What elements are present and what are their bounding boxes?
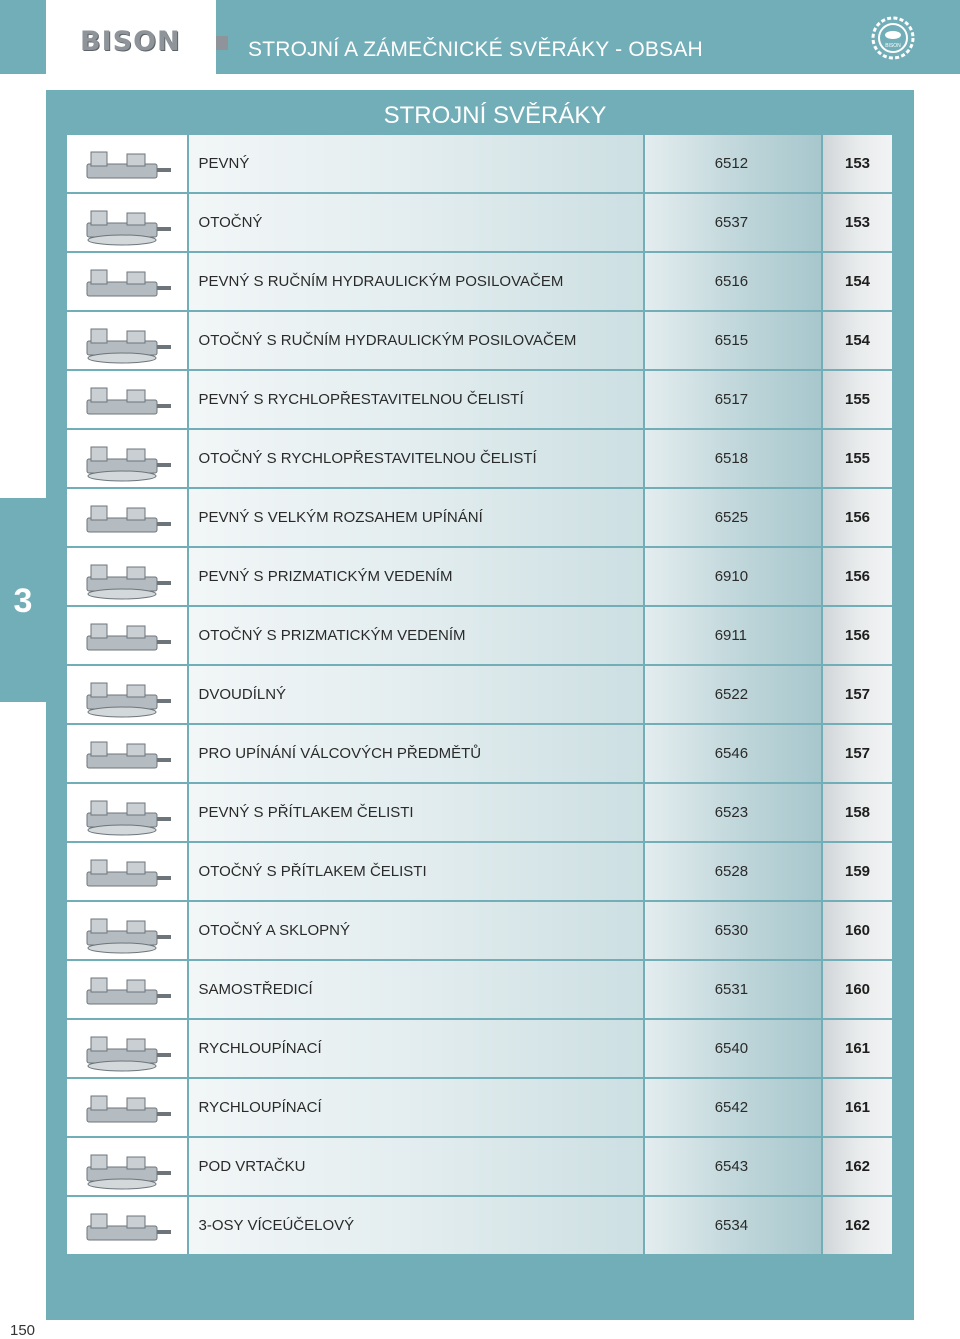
vise-icon	[77, 612, 177, 660]
table-row	[67, 843, 892, 900]
vise-icon	[77, 907, 177, 955]
vise-name: PEVNÝ S PRIZMATICKÝM VEDENÍM	[187, 548, 643, 605]
vise-name: OTOČNÝ S RUČNÍM HYDRAULICKÝM POSILOVAČEM	[187, 312, 643, 369]
vise-icon	[77, 1025, 177, 1073]
vise-code-cell	[643, 253, 821, 310]
vise-icon	[77, 1084, 177, 1132]
vise-name: PEVNÝ S RUČNÍM HYDRAULICKÝM POSILOVAČEM	[187, 253, 643, 310]
vise-icon	[77, 317, 177, 365]
table-row	[67, 253, 892, 310]
vise-page-ref[interactable]: 153	[821, 135, 892, 192]
vise-icon	[77, 376, 177, 424]
vise-icon	[77, 140, 177, 188]
table-row	[67, 312, 892, 369]
vise-icon	[77, 199, 177, 247]
vise-name: PEVNÝ	[187, 135, 643, 192]
vise-image	[67, 666, 187, 723]
vise-image	[67, 253, 187, 310]
vise-code: 6525	[714, 509, 749, 526]
vise-code-cell	[643, 1197, 821, 1254]
vise-code: 6512	[714, 155, 749, 172]
vise-code-cell	[643, 725, 821, 782]
vise-code: 6517	[714, 391, 749, 408]
vise-code-cell	[643, 1079, 821, 1136]
vise-code-cell	[643, 135, 821, 192]
vise-code: 6542	[714, 1099, 749, 1116]
vise-image	[67, 1079, 187, 1136]
vise-page-ref[interactable]: 157	[821, 725, 892, 782]
vise-code-cell	[643, 607, 821, 664]
table-row	[67, 1197, 892, 1254]
vise-page-ref[interactable]: 158	[821, 784, 892, 841]
vise-name: OTOČNÝ S PŘÍTLAKEM ČELISTI	[187, 843, 643, 900]
table-row	[67, 961, 892, 1018]
chapter-tab	[0, 498, 46, 702]
vise-icon	[77, 435, 177, 483]
bison-seal-icon	[871, 16, 915, 60]
vise-page-ref[interactable]: 156	[821, 607, 892, 664]
vise-image	[67, 1197, 187, 1254]
vise-name: PEVNÝ S PŘÍTLAKEM ČELISTI	[187, 784, 643, 841]
bottom-strip	[46, 1303, 914, 1320]
vise-code: 6515	[714, 332, 749, 349]
vise-code-cell	[643, 1020, 821, 1077]
seal-text: BISON	[885, 43, 901, 49]
vise-code-cell	[643, 666, 821, 723]
table-row	[67, 666, 892, 723]
vise-name: OTOČNÝ	[187, 194, 643, 251]
vise-code: 6530	[714, 922, 749, 939]
vise-code: 6534	[714, 1217, 749, 1234]
vise-code: 6910	[714, 568, 749, 585]
vise-page-ref[interactable]: 161	[821, 1020, 892, 1077]
vise-page-ref[interactable]: 156	[821, 489, 892, 546]
page-number: 150	[10, 1322, 36, 1339]
vise-code: 6528	[714, 863, 749, 880]
vise-code: 6540	[714, 1040, 749, 1057]
vise-code-cell	[643, 961, 821, 1018]
vise-page-ref[interactable]: 154	[821, 312, 892, 369]
vise-icon	[77, 671, 177, 719]
vise-page-ref[interactable]: 153	[821, 194, 892, 251]
vise-icon	[77, 730, 177, 778]
table-row	[67, 371, 892, 428]
vise-icon	[77, 258, 177, 306]
page-title: STROJNÍ A ZÁMEČNICKÉ SVĚRÁKY - OBSAH	[248, 38, 703, 61]
logo-text: BISON	[80, 26, 181, 57]
logo-flag-icon	[216, 36, 228, 50]
vise-page-ref[interactable]: 155	[821, 430, 892, 487]
vise-image	[67, 784, 187, 841]
vise-code-cell	[643, 843, 821, 900]
table-row	[67, 902, 892, 959]
vise-page-ref[interactable]: 160	[821, 961, 892, 1018]
vise-name: OTOČNÝ S PRIZMATICKÝM VEDENÍM	[187, 607, 643, 664]
vise-name: RYCHLOUPÍNACÍ	[187, 1079, 643, 1136]
vise-code: 6543	[714, 1158, 749, 1175]
vise-code: 6531	[714, 981, 749, 998]
vise-code-cell	[643, 312, 821, 369]
vise-image	[67, 902, 187, 959]
vise-page-ref[interactable]: 162	[821, 1138, 892, 1195]
vise-name: PEVNÝ S RYCHLOPŘESTAVITELNOU ČELISTÍ	[187, 371, 643, 428]
vise-image	[67, 548, 187, 605]
table-row	[67, 607, 892, 664]
vise-name: PEVNÝ S VELKÝM ROZSAHEM UPÍNÁNÍ	[187, 489, 643, 546]
vise-image	[67, 1020, 187, 1077]
vise-code: 6537	[714, 214, 749, 231]
vise-code: 6516	[714, 273, 749, 290]
vise-icon	[77, 966, 177, 1014]
vise-image	[67, 1138, 187, 1195]
table-row	[67, 784, 892, 841]
vise-code: 6546	[714, 745, 749, 762]
vise-page-ref[interactable]: 159	[821, 843, 892, 900]
table-row	[67, 135, 892, 192]
vise-page-ref[interactable]: 160	[821, 902, 892, 959]
vise-image	[67, 430, 187, 487]
table-row	[67, 1138, 892, 1195]
vise-name: DVOUDÍLNÝ	[187, 666, 643, 723]
vise-image	[67, 843, 187, 900]
vise-image	[67, 135, 187, 192]
vise-icon	[77, 789, 177, 837]
vise-image	[67, 489, 187, 546]
vise-image	[67, 312, 187, 369]
logo	[46, 0, 216, 74]
table-row	[67, 430, 892, 487]
vise-icon	[77, 848, 177, 896]
vise-table	[67, 133, 892, 1256]
table-row	[67, 489, 892, 546]
vise-code-cell	[643, 784, 821, 841]
vise-icon	[77, 1202, 177, 1250]
table-row	[67, 1079, 892, 1136]
vise-image	[67, 725, 187, 782]
vise-image	[67, 607, 187, 664]
vise-name: OTOČNÝ A SKLOPNÝ	[187, 902, 643, 959]
vise-name: OTOČNÝ S RYCHLOPŘESTAVITELNOU ČELISTÍ	[187, 430, 643, 487]
vise-icon	[77, 494, 177, 542]
vise-page-ref[interactable]: 161	[821, 1079, 892, 1136]
vise-code: 6911	[714, 627, 747, 644]
vise-table-body	[67, 135, 892, 1254]
section-title: STROJNÍ SVĚRÁKY	[383, 102, 607, 129]
chapter-tab-label: 3	[13, 582, 33, 620]
vise-code-cell	[643, 1138, 821, 1195]
vise-icon	[77, 1143, 177, 1191]
vise-code: 6522	[714, 686, 749, 703]
vise-image	[67, 194, 187, 251]
vise-page-ref[interactable]: 156	[821, 548, 892, 605]
vise-code-cell	[643, 548, 821, 605]
vise-code-cell	[643, 194, 821, 251]
vise-image	[67, 961, 187, 1018]
vise-code: 6523	[714, 804, 749, 821]
vise-code-cell	[643, 371, 821, 428]
vise-icon	[77, 553, 177, 601]
vise-code-cell	[643, 902, 821, 959]
vise-name: RYCHLOUPÍNACÍ	[187, 1020, 643, 1077]
vise-name: POD VRTAČKU	[187, 1138, 643, 1195]
table-row	[67, 194, 892, 251]
vise-page-ref[interactable]: 162	[821, 1197, 892, 1254]
vise-code: 6518	[714, 450, 749, 467]
table-row	[67, 548, 892, 605]
vise-name: 3-OSY VÍCEÚČELOVÝ	[187, 1197, 643, 1254]
table-row	[67, 1020, 892, 1077]
vise-name: SAMOSTŘEDICÍ	[187, 961, 643, 1018]
vise-page-ref[interactable]: 155	[821, 371, 892, 428]
vise-code-cell	[643, 430, 821, 487]
vise-name: PRO UPÍNÁNÍ VÁLCOVÝCH PŘEDMĚTŮ	[187, 725, 643, 782]
table-row	[67, 725, 892, 782]
vise-page-ref[interactable]: 154	[821, 253, 892, 310]
vise-image	[67, 371, 187, 428]
vise-page-ref[interactable]: 157	[821, 666, 892, 723]
vise-code-cell	[643, 489, 821, 546]
